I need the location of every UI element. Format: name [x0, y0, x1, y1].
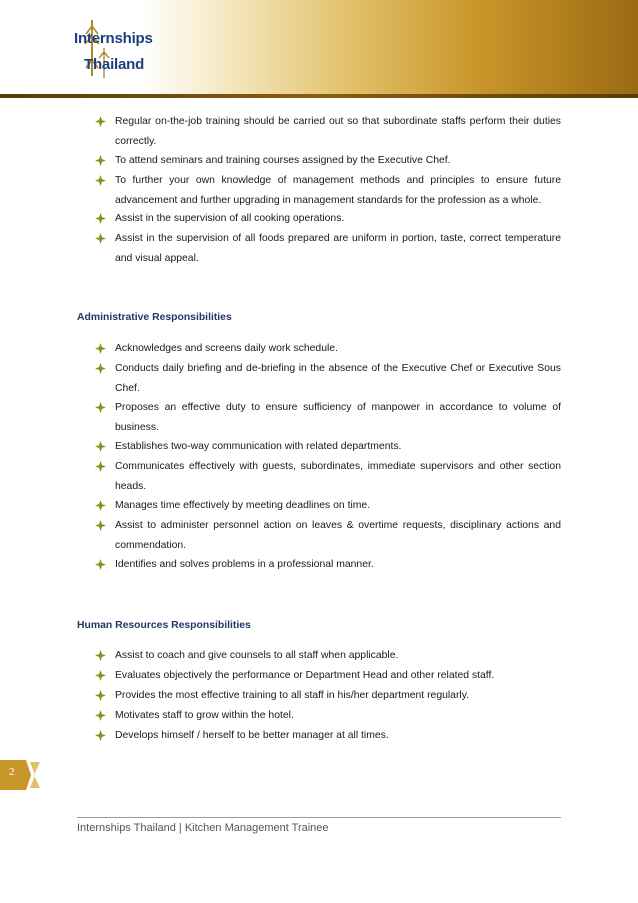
diamond-bullet-icon: [95, 500, 106, 511]
diamond-bullet-icon: [95, 670, 106, 681]
diamond-bullet-icon: [95, 559, 106, 570]
list-item: Identifies and solves problems in a professional manner.: [95, 555, 561, 575]
diamond-bullet-icon: [95, 441, 106, 452]
list-item: Assist to administer personnel action on leaves & overtime requests, disciplinary actions and commendation.: [95, 516, 561, 556]
list-item: Assist in the supervision of all foods prepared are uniform in portion, taste, correct temperature and visual appeal.: [95, 229, 561, 269]
list-item: Acknowledges and screens daily work schedule.: [95, 339, 561, 359]
diamond-bullet-icon: [95, 175, 106, 186]
diamond-bullet-icon: [95, 690, 106, 701]
diamond-bullet-icon: [95, 402, 106, 413]
list-item: Provides the most effective training to all staff in his/her department regularly.: [95, 686, 561, 706]
list-item: Assist in the supervision of all cooking operations.: [95, 209, 561, 229]
list-item: Evaluates objectively the performance or Department Head and other related staff.: [95, 666, 561, 686]
list-item: Establishes two-way communication with related departments.: [95, 437, 561, 457]
diamond-bullet-icon: [95, 520, 106, 531]
list-item: Assist to coach and give counsels to all staff when applicable.: [95, 646, 561, 666]
diamond-bullet-icon: [95, 213, 106, 224]
section-title-human-resources: Human Resources Responsibilities: [77, 620, 251, 631]
diamond-bullet-icon: [95, 116, 106, 127]
page-number-tab: [0, 760, 42, 790]
header-divider: [0, 94, 638, 98]
diamond-bullet-icon: [95, 710, 106, 721]
logo-text-thailand: Thailand: [84, 56, 145, 73]
logo-text-internships: Internships: [74, 30, 153, 47]
diamond-bullet-icon: [95, 461, 106, 472]
list-item: Develops himself / herself to be better manager at all times.: [95, 726, 561, 746]
page-number: 2: [9, 766, 15, 778]
list-item: Manages time effectively by meeting deadlines on time.: [95, 496, 561, 516]
list-item: Conducts daily briefing and de-briefing in the absence of the Executive Chef or Executive Sous Chef.: [95, 359, 561, 399]
diamond-bullet-icon: [95, 343, 106, 354]
diamond-bullet-icon: [95, 363, 106, 374]
diamond-bullet-icon: [95, 730, 106, 741]
list-item: Proposes an effective duty to ensure sufficiency of manpower in accordance to volume of business.: [95, 398, 561, 438]
diamond-bullet-icon: [95, 155, 106, 166]
diamond-bullet-icon: [95, 233, 106, 244]
list-item: Communicates effectively with guests, subordinates, immediate supervisors and other section heads.: [95, 457, 561, 497]
logo: [74, 18, 154, 80]
diamond-bullet-icon: [95, 650, 106, 661]
list-item: Regular on-the-job training should be carried out so that subordinate staffs perform their duties correctly.: [95, 112, 561, 152]
footer-divider: [77, 817, 561, 818]
list-item: To further your own knowledge of management methods and principles to ensure future advancement and further upgrading in management standards for the profession as a whole.: [95, 171, 561, 211]
list-item: To attend seminars and training courses assigned by the Executive Chef.: [95, 151, 561, 171]
list-item: Motivates staff to grow within the hotel.: [95, 706, 561, 726]
footer-text: Internships Thailand | Kitchen Management Trainee: [77, 822, 329, 834]
section-title-administrative: Administrative Responsibilities: [77, 312, 232, 323]
